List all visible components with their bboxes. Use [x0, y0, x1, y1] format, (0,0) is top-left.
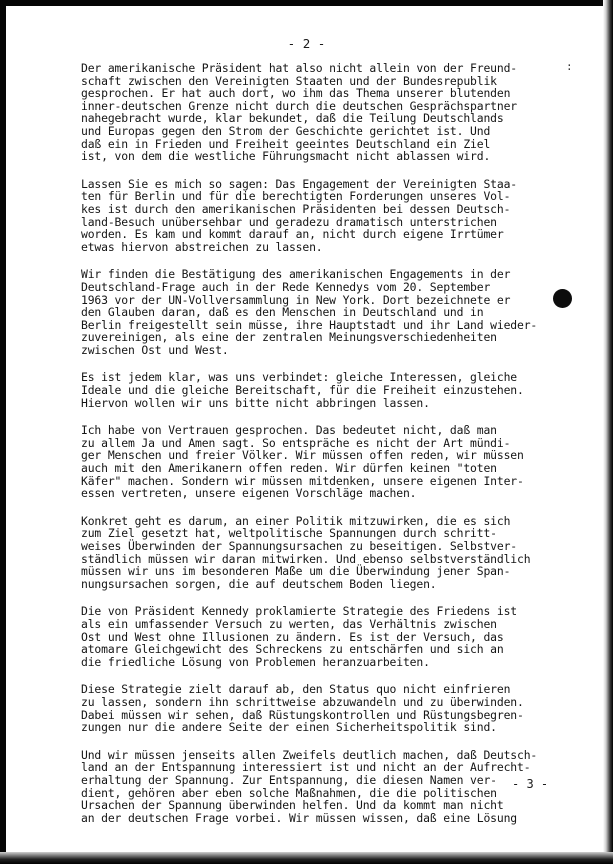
- text-line: zungen nur die andere Seite der einen Sicherheitspolitik sind.: [81, 720, 497, 735]
- scan-border-right: [603, 0, 613, 864]
- text-line: zwischen Ost und West.: [81, 342, 229, 357]
- text-line: erhaltung der Spannung. Zur Entspannung, die diesen Namen ver-: [81, 772, 497, 787]
- scan-border-bottom: [0, 852, 613, 864]
- text-line: Berlin freigestellt sein müsse, ihre Hauptstadt und ihr Land wieder-: [81, 317, 538, 332]
- text-line: Ideale und die gleiche Bereitschaft, für die Freiheit einzustehen.: [81, 383, 524, 398]
- paragraph: [81, 62, 581, 163]
- text-line: Dabei müssen wir sehen, daß Rüstungskontrollen und Rüstungsbegren-: [81, 707, 524, 722]
- text-line: schaft zwischen den Vereinigten Staaten und der Bundesrepublik: [81, 73, 497, 88]
- text-line: 1963 vor der UN-Vollversammlung in New York. Dort bezeichnete er: [81, 292, 511, 307]
- text-line: ist, von dem die westliche Führungsmacht nicht ablassen wird.: [81, 149, 491, 164]
- text-line: Diese Strategie zielt darauf ab, den Status quo nicht einfrieren: [81, 682, 511, 697]
- text-line: kes ist durch den amerikanischen Präsidenten bei dessen Deutsch-: [81, 201, 511, 216]
- document-body: [81, 62, 581, 839]
- text-line: Wir finden die Bestätigung des amerikanischen Engagements in der: [81, 267, 511, 282]
- text-line: Deutschland-Frage auch in der Rede Kennedys vom 20. September: [81, 279, 491, 294]
- text-line: ständlich müssen wir daran mitwirken. Und ebenso selbstverständlich: [81, 551, 531, 566]
- text-line: ten für Berlin und für die berechtigten Forderungen unseres Vol-: [81, 189, 511, 204]
- scan-border-left: [0, 0, 6, 864]
- text-line: land-Besuch unübersehbar und geradezu dramatisch unterstrichen: [81, 214, 497, 229]
- text-line: müssen wir uns im besonderen Maße um die Überwindung jener Span-: [81, 564, 511, 579]
- text-line: als ein umfassender Versuch zu werten, das Verhältnis zwischen: [81, 616, 497, 631]
- text-line: den Glauben daran, daß es den Menschen in Deutschland und in: [81, 305, 484, 320]
- text-line: worden. Es kam und kommt darauf an, nicht durch eigene Irrtümer: [81, 227, 504, 242]
- text-line: Die von Präsident Kennedy proklamierte Strategie des Friedens ist: [81, 604, 518, 619]
- text-line: weises Überwinden der Spannungsursachen zu beseitigen. Selbstver-: [81, 539, 518, 553]
- text-line: gesprochen. Er hat auch dort, wo ihm das Thema unserer blutenden: [81, 86, 511, 101]
- text-line: nahegebracht wurde, klar bekundet, daß die Teilung Deutschlands: [81, 111, 504, 126]
- text-line: zu allem Ja und Amen sagt. So entspräche es nicht der Art mündi-: [81, 435, 511, 450]
- paragraph: [81, 683, 581, 733]
- paragraph: [81, 371, 581, 409]
- paragraph: [81, 515, 581, 591]
- text-line: daß ein in Frieden und Freiheit geeintes Deutschland ein Ziel: [81, 136, 491, 151]
- text-line: Konkret geht es darum, an einer Politik mitzuwirken, die es sich: [81, 513, 511, 528]
- text-line: nungsursachen sorgen, die auf deutschem Boden liegen.: [81, 576, 437, 591]
- text-line: atomare Gleichgewicht des Schreckens zu entschärfen und sich an: [81, 642, 504, 657]
- text-line: essen vertreten, unsere eigenen Vorschläge machen.: [81, 486, 417, 501]
- text-line: Lassen Sie es mich so sagen: Das Engagement der Vereinigten Staa-: [81, 176, 518, 191]
- text-line: und Europas gegen den Strom der Geschichte gerichtet ist. Und: [81, 123, 491, 138]
- next-page-marker: - 3 -: [512, 777, 549, 791]
- page-number: - 2 -: [287, 36, 326, 51]
- paragraph: [81, 749, 581, 825]
- text-line: etwas hiervon abstreichen zu lassen.: [81, 239, 323, 254]
- text-line: Käfer" machen. Sondern wir müssen mitdenken, unsere eigenen Inter-: [81, 473, 524, 488]
- text-line: Und wir müssen jenseits allen Zweifels deutlich machen, daß Deutsch-: [81, 747, 538, 762]
- text-line: land an der Entspannung interessiert ist und nicht an der Aufrecht-: [81, 760, 531, 775]
- scan-border-top: [0, 0, 613, 6]
- text-line: Es ist jedem klar, was uns verbindet: gleiche Interessen, gleiche: [81, 370, 518, 385]
- text-line: zuvereinigen, als eine der zentralen Meinungsverschiedenheiten: [81, 330, 497, 345]
- text-line: an der deutschen Frage vorbei. Wir müssen wissen, daß eine Lösung: [81, 810, 518, 825]
- text-line: inner-deutschen Grenze nicht durch die deutschen Gesprächspartner: [81, 98, 518, 113]
- text-line: Hiervon wollen wir uns bitte nicht abbringen lassen.: [81, 395, 430, 410]
- text-line: zum Ziel gesetzt hat, weltpolitische Spannungen durch schritt-: [81, 526, 497, 541]
- text-line: die friedliche Lösung von Problemen heranzuarbeiten.: [81, 654, 430, 669]
- punch-hole: [553, 289, 572, 308]
- text-line: Ich habe von Vertrauen gesprochen. Das bedeutet nicht, daß man: [81, 423, 497, 438]
- paragraph: [81, 605, 581, 668]
- text-line: auch mit den Amerikanern offen reden. Wir dürfen keinen "toten: [81, 461, 497, 476]
- text-line: Ost und West ohne Illusionen zu ändern. Es ist der Versuch, das: [81, 629, 504, 644]
- text-line: Ursachen der Spannung überwinden helfen. Und da kommt man nicht: [81, 798, 504, 813]
- text-line: zu lassen, sondern ihn schrittweise abzuwandeln und zu überwinden.: [81, 694, 524, 709]
- margin-mark: :: [566, 60, 573, 73]
- paragraph: [81, 178, 581, 254]
- paragraph: [81, 268, 581, 356]
- text-line: Der amerikanische Präsident hat also nicht allein von der Freund-: [81, 61, 518, 75]
- text-line: dient, gehören aber eben solche Maßnahmen, die die politischen: [81, 785, 497, 800]
- text-line: ger Menschen und freier Völker. Wir müssen offen reden, wir müssen: [81, 448, 524, 463]
- paragraph: [81, 424, 581, 500]
